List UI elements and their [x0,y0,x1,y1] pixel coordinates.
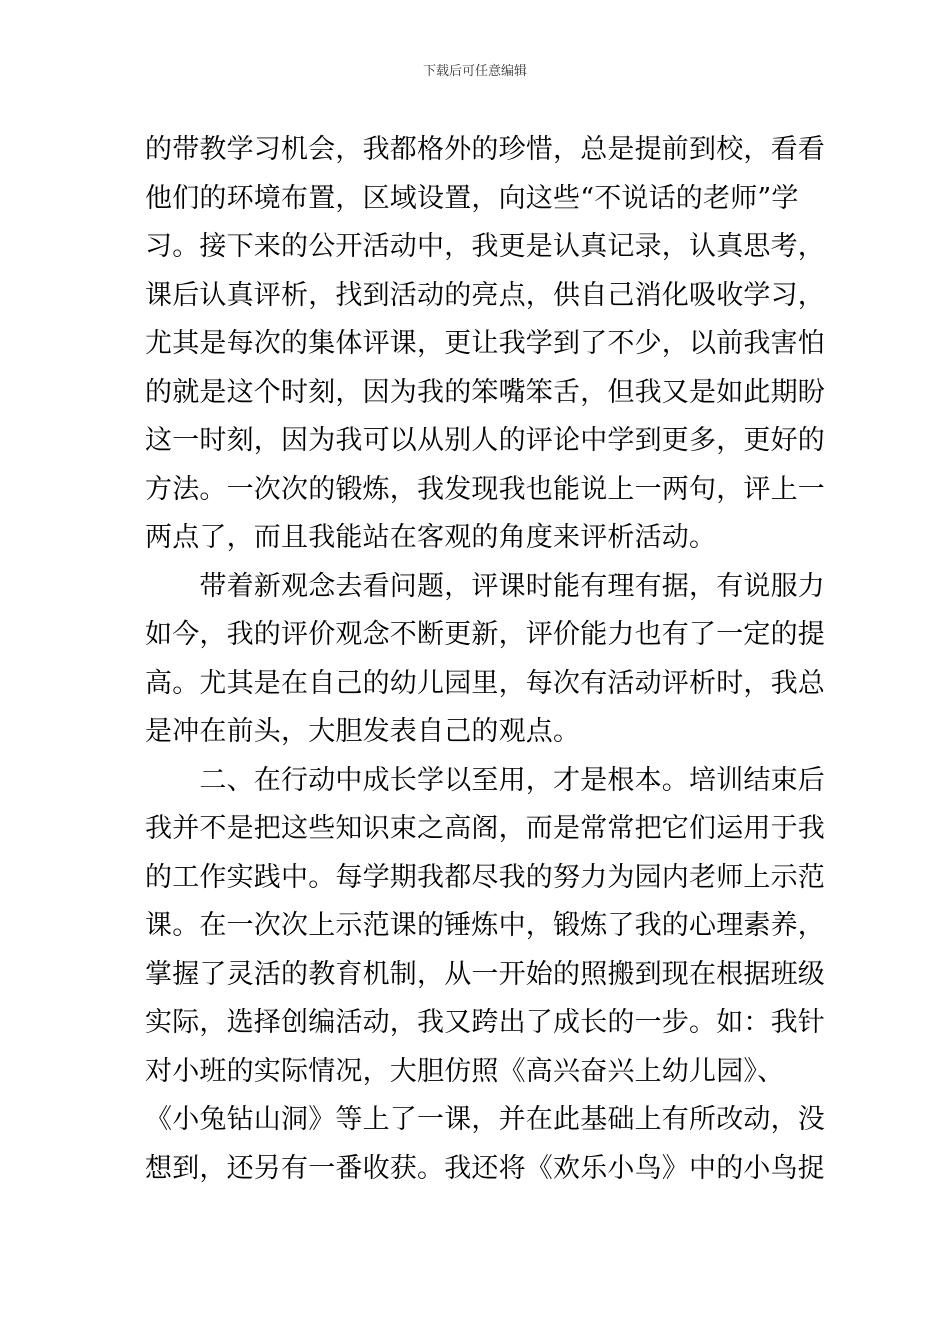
text-line: 想到，还另有一番收获。我还将《欢乐小鸟》中的小鸟捉 [145,1152,825,1184]
text-line: 是冲在前头，大胆发表自己的观点。 [145,716,581,747]
text-line: 的工作实践中。每学期我都尽我的努力为园内老师上示范 [145,861,825,893]
text-line: 的带教学习机会，我都格外的珍惜，总是提前到校，看看 [145,134,825,165]
text-line: 对小班的实际情况，大胆仿照《高兴奋兴上幼儿园》、 [145,1055,785,1087]
text-line: 二、在行动中成长学以至用，才是根本。培训结束后 [145,764,825,796]
text-line: 他们的环境布置，区域设置，向这些“不说话的老师”学 [145,182,799,214]
body-text [145,126,825,1193]
text-line: 两点了，而且我能站在客观的角度来评析活动。 [145,522,717,553]
text-line: 掌握了灵活的教育机制，从一开始的照搬到现在根据班级 [145,958,825,990]
text-line: 课。在一次次上示范课的锤炼中，锻炼了我的心理素养， [145,910,825,941]
page-header: 下载后可任意编辑 [422,64,527,79]
text-line: 这一时刻，因为我可以从别人的评论中学到更多，更好的 [145,425,825,456]
text-line: 如今，我的评价观念不断更新，评价能力也有了一定的提 [145,619,825,650]
text-line: 高。尤其是在自己的幼儿园里，每次有活动评析时，我总 [145,667,825,699]
text-line: 课后认真评析，找到活动的亮点，供自己消化吸收学习， [145,279,825,311]
text-line: 实际，选择创编活动，我又跨出了成长的一步。如：我针 [145,1007,825,1038]
text-line: 的就是这个时刻，因为我的笨嘴笨舌，但我又是如此期盼 [145,376,825,408]
text-line: 习。接下来的公开活动中，我更是认真记录，认真思考， [145,231,825,262]
text-line: 尤其是每次的集体评课，更让我学到了不少，以前我害怕 [145,328,825,359]
text-line: 带着新观念去看问题，评课时能有理有据，有说服力 [145,570,825,602]
text-line: 我并不是把这些知识束之高阁，而是常常把它们运用于我 [145,813,825,844]
text-line: 方法。一次次的锻炼，我发现我也能说上一两句，评上一 [145,473,825,505]
text-line: 《小兔钻山洞》等上了一课，并在此基础上有所改动，没 [145,1104,825,1135]
